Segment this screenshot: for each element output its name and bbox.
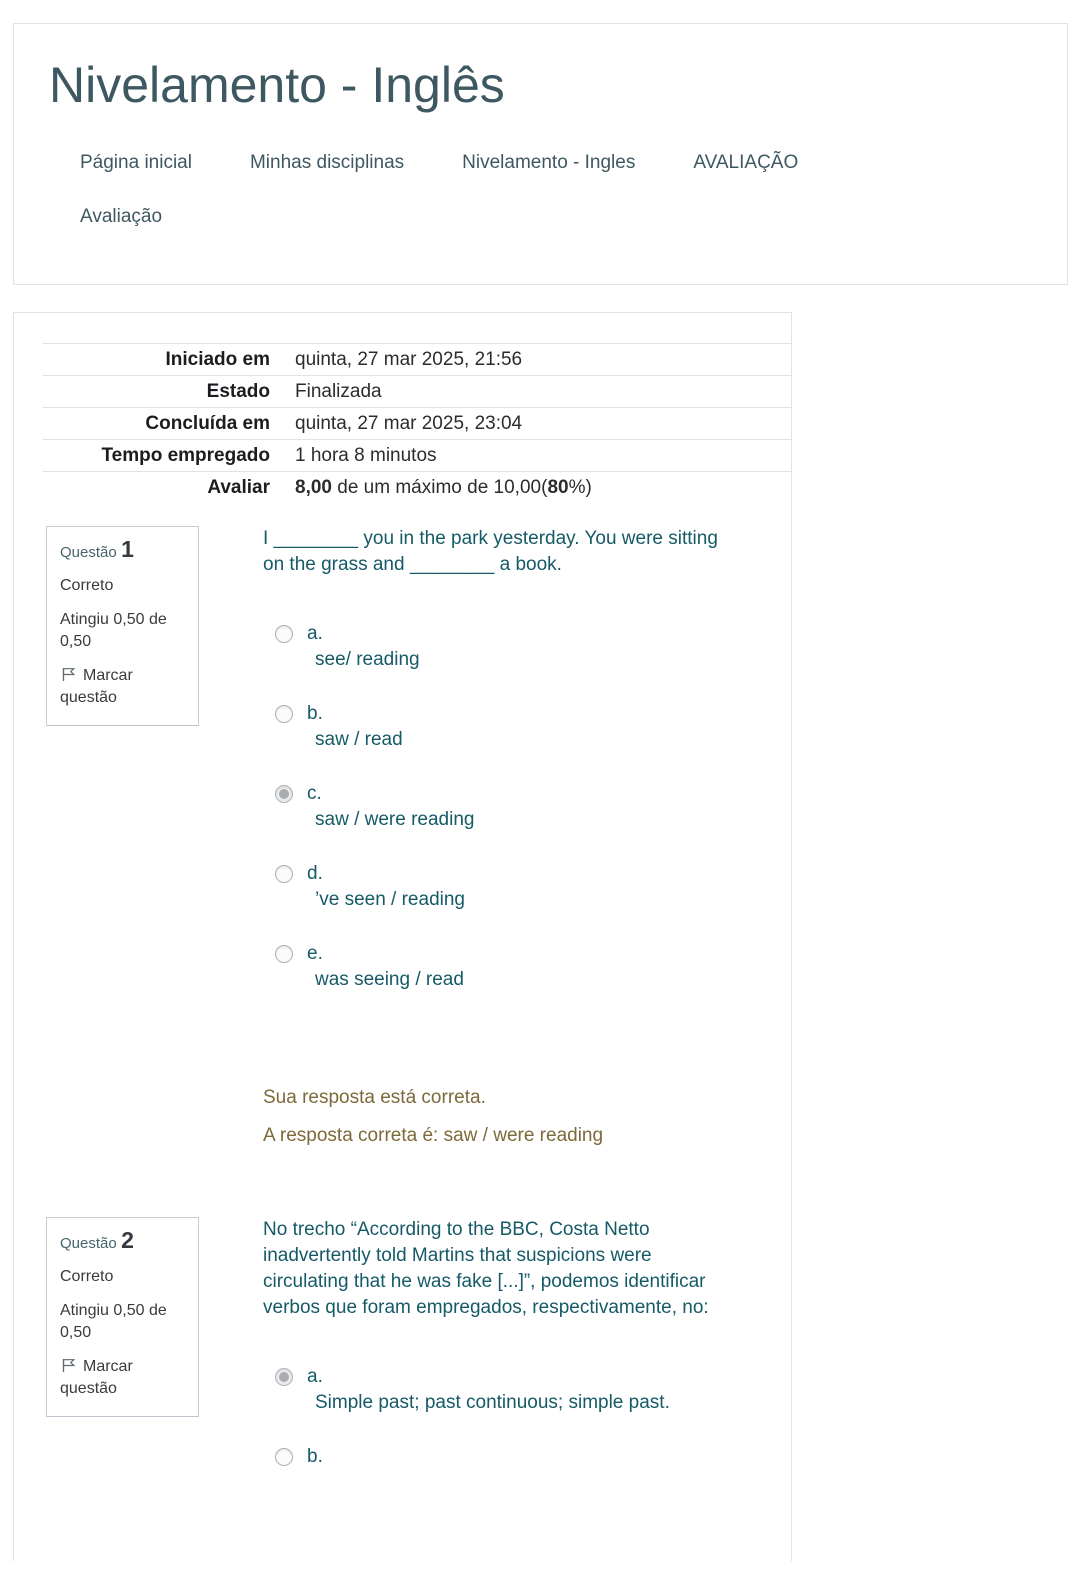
option-head bbox=[263, 941, 733, 967]
summary-label: Concluída em bbox=[145, 413, 270, 434]
breadcrumb-row bbox=[80, 150, 1067, 176]
feedback-line: Sua resposta está correta. bbox=[263, 1087, 486, 1108]
radio-button[interactable] bbox=[275, 705, 293, 723]
question-text: No trecho “According to the BBC, Costa Netto inadvertently told Martins that suspicions were circulating that he was fake [...]”, podemos identificar verbos que foram empregados, respectivamente, no: bbox=[263, 1219, 709, 1318]
flag-label: Marcar questão bbox=[60, 667, 133, 706]
summary-value: 8,00 de um máximo de 10,00(80%) bbox=[295, 477, 592, 498]
answer-option bbox=[263, 701, 733, 753]
question-info bbox=[46, 526, 199, 726]
summary-label: Tempo empregado bbox=[101, 445, 270, 466]
option-letter: c. bbox=[307, 783, 322, 804]
summary-row bbox=[43, 471, 791, 503]
summary-value: quinta, 27 mar 2025, 23:04 bbox=[295, 413, 523, 434]
summary-row bbox=[43, 343, 791, 375]
question-grade: Atingiu 0,50 de 0,50 bbox=[60, 1302, 167, 1341]
options bbox=[263, 1364, 733, 1470]
page-title: Nivelamento - Inglês bbox=[49, 57, 505, 113]
breadcrumb-item[interactable]: Nivelamento - Ingles bbox=[462, 152, 636, 173]
summary-value: quinta, 27 mar 2025, 21:56 bbox=[295, 349, 523, 370]
option-letter: a. bbox=[307, 623, 323, 644]
answer-option bbox=[263, 1444, 733, 1470]
option-head bbox=[263, 1364, 733, 1390]
answer-option bbox=[263, 941, 733, 993]
question-grade: Atingiu 0,50 de 0,50 bbox=[60, 611, 167, 650]
answer-option bbox=[263, 621, 733, 673]
question-block bbox=[46, 526, 791, 1149]
option-text: ’ve seen / reading bbox=[315, 889, 465, 910]
questions bbox=[46, 526, 791, 1510]
summary-row bbox=[43, 439, 791, 471]
option-text: see/ reading bbox=[315, 649, 420, 670]
answer-option bbox=[263, 861, 733, 913]
summary-label: Estado bbox=[206, 381, 270, 402]
options bbox=[263, 621, 733, 993]
feedback-line: A resposta correta é: saw / were reading bbox=[263, 1125, 604, 1146]
question-number-label: Questão bbox=[60, 1235, 117, 1252]
summary-label: Avaliar bbox=[207, 477, 270, 498]
summary-row bbox=[43, 375, 791, 407]
summary-label: Iniciado em bbox=[165, 349, 270, 370]
option-text: Simple past; past continuous; simple past. bbox=[315, 1392, 670, 1413]
question-text: I ________ you in the park yesterday. You were sitting on the grass and ________ a book. bbox=[263, 528, 718, 575]
radio-button[interactable] bbox=[275, 785, 293, 803]
quiz-summary-table bbox=[43, 343, 791, 503]
question-info bbox=[46, 1217, 199, 1417]
option-text: saw / were reading bbox=[315, 809, 475, 830]
question-number-label: Questão bbox=[60, 544, 117, 561]
option-text: was seeing / read bbox=[315, 969, 464, 990]
radio-button[interactable] bbox=[275, 1368, 293, 1386]
question-block bbox=[46, 1217, 791, 1470]
flag-icon bbox=[60, 1357, 77, 1374]
option-head bbox=[263, 621, 733, 647]
question-number-line bbox=[60, 1229, 188, 1255]
option-letter: d. bbox=[307, 863, 323, 884]
option-head bbox=[263, 701, 733, 727]
question-body bbox=[263, 1217, 733, 1470]
question-state: Correto bbox=[60, 1268, 114, 1285]
option-letter: e. bbox=[307, 943, 323, 964]
flag-icon bbox=[60, 666, 77, 683]
breadcrumb-item[interactable]: Minhas disciplinas bbox=[249, 152, 405, 173]
page-header bbox=[13, 23, 1068, 285]
radio-button[interactable] bbox=[275, 625, 293, 643]
summary-value: Finalizada bbox=[295, 381, 382, 402]
option-letter: b. bbox=[307, 703, 323, 724]
question-number-line bbox=[60, 538, 188, 564]
option-head bbox=[263, 861, 733, 887]
question-number: 1 bbox=[121, 536, 134, 562]
breadcrumb-row bbox=[80, 204, 1067, 230]
feedback bbox=[263, 1085, 733, 1149]
breadcrumb-item[interactable]: AVALIAÇÃO bbox=[693, 152, 799, 173]
option-letter: b. bbox=[307, 1446, 323, 1467]
summary-value: 1 hora 8 minutos bbox=[295, 445, 437, 466]
radio-button[interactable] bbox=[275, 945, 293, 963]
answer-option bbox=[263, 1364, 733, 1416]
answer-option bbox=[263, 781, 733, 833]
option-text: saw / read bbox=[315, 729, 403, 750]
radio-button[interactable] bbox=[275, 865, 293, 883]
option-letter: a. bbox=[307, 1366, 323, 1387]
breadcrumb bbox=[80, 150, 1067, 230]
flag-question-link[interactable] bbox=[60, 665, 188, 709]
flag-question-link[interactable] bbox=[60, 1356, 188, 1400]
breadcrumb-item[interactable]: Avaliação bbox=[80, 206, 163, 227]
summary-row bbox=[43, 407, 791, 439]
flag-label: Marcar questão bbox=[60, 1358, 133, 1397]
option-head bbox=[263, 1444, 733, 1470]
radio-button[interactable] bbox=[275, 1448, 293, 1466]
question-state: Correto bbox=[60, 577, 114, 594]
question-body bbox=[263, 526, 733, 1149]
question-number: 2 bbox=[121, 1227, 134, 1253]
quiz-review-panel bbox=[13, 312, 792, 1561]
breadcrumb-item[interactable]: Página inicial bbox=[80, 152, 192, 173]
option-head bbox=[263, 781, 733, 807]
